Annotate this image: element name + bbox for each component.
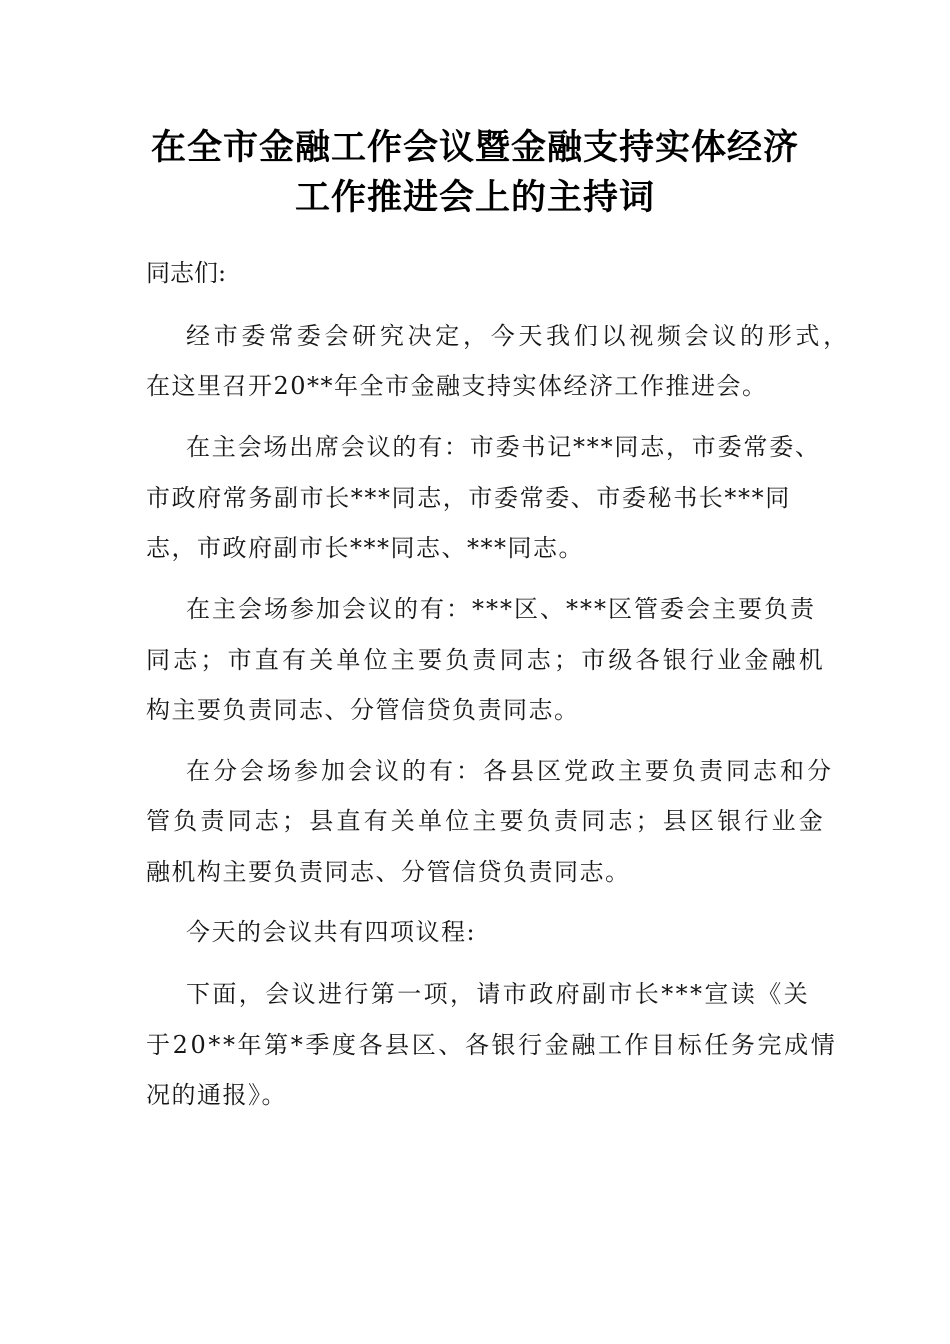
paragraph-3-line-2: 同志；市直有关单位主要负责同志；市级各银行业金融机 — [146, 646, 826, 674]
salutation: 同志们: — [146, 259, 227, 287]
paragraph-3-line-1: 在主会场参加会议的有：***区、***区管委会主要负责 — [186, 595, 816, 623]
paragraph-3-line-3: 构主要负责同志、分管信贷负责同志。 — [146, 696, 580, 724]
paragraph-2-line-3: 志，市政府副市长***同志、***同志。 — [146, 534, 584, 562]
document-title-line-1: 在全市金融工作会议暨金融支持实体经济 — [150, 128, 799, 168]
paragraph-1-line-1: 经市委常委会研究决定，今天我们以视频会议的形式， — [186, 322, 851, 350]
paragraph-2-line-1: 在主会场出席会议的有：市委书记***同志，市委常委、 — [186, 433, 821, 461]
paragraph-6-line-1: 下面，会议进行第一项，请市政府副市长***宣读《关 — [186, 980, 810, 1008]
paragraph-4-line-3: 融机构主要负责同志、分管信贷负责同志。 — [146, 858, 631, 886]
paragraph-1-line-2: 在这里召开20**年全市金融支持实体经济工作推进会。 — [146, 372, 768, 400]
paragraph-6-line-2: 于20**年第*季度各县区、各银行金融工作目标任务完成情 — [146, 1031, 838, 1059]
document-title-line-2: 工作推进会上的主持词 — [294, 178, 655, 218]
paragraph-6-line-3: 况的通报》。 — [146, 1081, 287, 1109]
paragraph-4-line-1: 在分会场参加会议的有：各县区党政主要负责同志和分 — [186, 757, 834, 785]
paragraph-5-line-1: 今天的会议共有四项议程: — [186, 918, 477, 946]
paragraph-2-line-2: 市政府常务副市长***同志，市委常委、市委秘书长***同 — [146, 484, 791, 512]
paragraph-4-line-2: 管负责同志；县直有关单位主要负责同志；县区银行业金 — [146, 807, 826, 835]
